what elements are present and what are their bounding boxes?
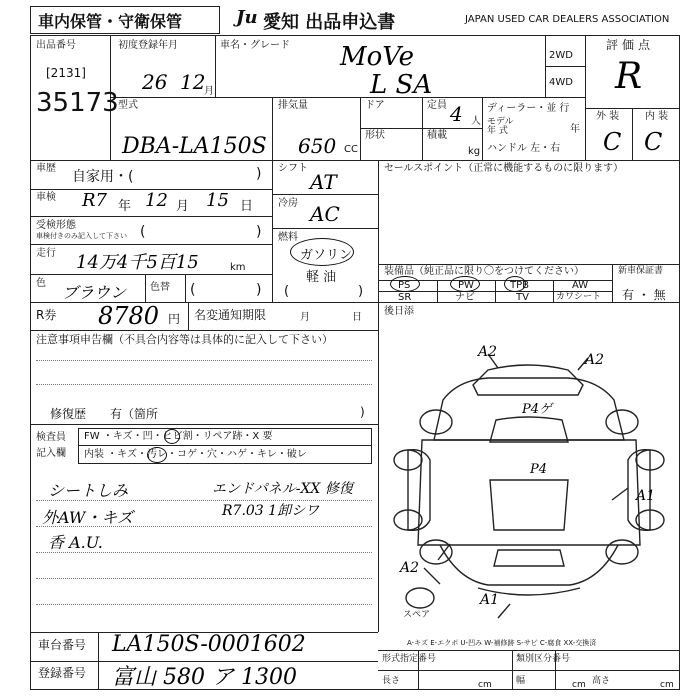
equipment-ps: PS <box>398 280 411 291</box>
vehicle-grade: L SA <box>370 70 433 100</box>
class-label: 類別区分番号 <box>516 654 571 664</box>
model-year-label: モデル 年 式 <box>487 117 514 136</box>
color-value: ブラウン <box>62 283 127 302</box>
fuel-open: ( <box>284 284 290 299</box>
displacement-value: 650 <box>298 134 337 158</box>
vehicle-name: MoVe <box>340 42 415 72</box>
registration-month-unit: 月 <box>204 86 214 97</box>
mileage-label: 走行 <box>36 248 56 259</box>
capacity-unit: 人 <box>471 116 481 127</box>
width-label: 幅 <box>516 676 526 686</box>
length-unit: cm <box>478 680 492 690</box>
registration-label: 初度登録年月 <box>118 40 178 51</box>
handle-label: ハンドル 左・右 <box>487 143 561 154</box>
chassis-number: LA150S-0001602 <box>112 632 306 657</box>
damage-mark-front-right: A2 <box>585 352 605 368</box>
form-title-en: JAPAN USED CAR DEALERS ASSOCIATION <box>465 14 670 25</box>
inspector-label-1: 検査員 <box>36 432 66 443</box>
damage-mark-right-side: A1 <box>636 488 656 504</box>
damage-mark-roof-2: P4 <box>530 462 548 477</box>
notes-header: 注意事項申告欄（不具合内容等は具体的に記入して下さい） <box>36 333 333 346</box>
listing-number: 35173 <box>36 88 119 118</box>
color-open: ( <box>190 282 196 298</box>
storage-label: 車内保管・守衛保管 <box>38 12 183 31</box>
inspection-month-unit: 月 <box>176 199 190 214</box>
r-ticket-value: 8780 <box>98 302 160 330</box>
receipt-close: ) <box>256 224 262 240</box>
equipment-label: 装備品（純正品に限り〇をつけてください） <box>384 266 584 277</box>
r-ticket-unit: 円 <box>168 312 181 326</box>
form-title: 愛知 出品申込書 <box>263 12 396 33</box>
exterior-grade: C <box>603 128 622 156</box>
model-label: 型式 <box>118 100 138 111</box>
equipment-aw: AW <box>572 280 589 291</box>
fuel-diesel: 軽 油 <box>306 270 337 285</box>
shape-label: 形状 <box>365 130 385 141</box>
receipt-open: ( <box>140 224 146 240</box>
registration-year: 26 <box>142 70 168 94</box>
length-label: 長さ <box>382 676 401 686</box>
vehicle-model: DBA-LA150S <box>122 134 267 159</box>
ju-logo: Ju <box>236 7 258 28</box>
model-year-unit: 年 <box>570 124 580 135</box>
rating-label: 評価点 <box>606 38 655 52</box>
repair-history-close: ) <box>360 405 365 419</box>
inspector-label-2: 記入欄 <box>36 448 66 459</box>
inspection-day: 15 <box>206 190 229 211</box>
exterior-label: 外 装 <box>596 111 620 122</box>
equipment-pw: PW <box>458 280 474 291</box>
height-label: 高さ <box>592 676 611 686</box>
height-unit: cm <box>660 680 674 690</box>
repair-history: 修復歴 有（箇所 <box>50 407 159 421</box>
chassis-label: 車台番号 <box>38 638 87 652</box>
name-change-day: 日 <box>352 312 362 323</box>
sales-point-label: セールスポイント（正常に機能するものに限ります） <box>384 163 624 174</box>
inspection-year-unit: 年 <box>118 199 132 214</box>
capacity-value: 4 <box>450 102 463 126</box>
vehicle-name-label: 車名・グレード <box>220 40 290 51</box>
drive-4wd: 4WD <box>549 77 573 88</box>
displacement-label: 排気量 <box>278 100 308 111</box>
load-unit: kg <box>468 146 481 157</box>
inspector-fw-row: FW ・キズ・凹・ヒビ割・リペア跡・X 要 <box>84 431 273 442</box>
shift-value: AT <box>310 170 337 194</box>
damage-map-title: 後日添 <box>384 306 414 317</box>
plate-label: 登録番号 <box>38 666 87 680</box>
model-cert-label: 形式指定番号 <box>382 654 437 664</box>
spare-label: スペア <box>403 610 431 620</box>
rating-score: R <box>615 56 643 97</box>
plate-number: 富山 580 ア 1300 <box>112 665 297 690</box>
mileage-value: 14万4千5百15 <box>76 252 199 273</box>
mileage-unit: km <box>230 262 246 273</box>
displacement-unit: CC <box>344 144 358 155</box>
inspection-day-unit: 日 <box>240 199 254 214</box>
registration-month: 12 <box>180 70 206 94</box>
fuel-close: ) <box>358 284 364 299</box>
damage-mark-front-left: A2 <box>478 344 498 360</box>
history-close: ) <box>256 166 262 182</box>
interior-grade: C <box>644 128 663 156</box>
fuel-label: 燃料 <box>278 232 298 243</box>
inspection-month: 12 <box>145 190 168 211</box>
shift-label: シフト <box>278 163 308 174</box>
equipment-sr: SR <box>398 292 412 303</box>
listing-sub-number: [2131] <box>46 66 86 80</box>
damage-mark-rear-left: A2 <box>400 560 420 576</box>
interior-label: 内 装 <box>645 111 669 122</box>
capacity-label: 定員 <box>427 100 447 111</box>
inspection-label: 車検 <box>36 192 56 203</box>
r-ticket-label: R券 <box>36 308 57 322</box>
name-change-label: 名変通知期限 <box>194 308 267 322</box>
warranty-options: 有 ・ 無 <box>622 288 666 302</box>
width-unit: cm <box>572 680 586 690</box>
dent-circle <box>164 429 180 444</box>
equipment-seat: カワシート <box>556 292 602 302</box>
note-end-panel: エンドパネル-XX 修復 <box>212 481 353 497</box>
ps-circle <box>390 276 420 292</box>
repaint-label: 色替 <box>150 282 170 293</box>
damage-mark-rear: A1 <box>480 592 500 608</box>
warranty-label: 新車保証書 <box>618 266 664 276</box>
ac-label: 冷房 <box>278 198 298 209</box>
equipment-tpb: TPB <box>510 280 529 291</box>
note-scent: 香 A.U. <box>48 533 103 552</box>
name-change-month: 月 <box>300 312 310 323</box>
fuel-gasoline-circle <box>290 238 354 266</box>
listing-number-label: 出品番号 <box>36 40 76 51</box>
ac-value: AC <box>310 202 340 226</box>
fuel-gasoline: ガソリン <box>300 248 353 263</box>
receipt-label: 受検形態 <box>36 220 76 231</box>
color-label: 色 <box>36 278 46 289</box>
note-r703: R7.03 1卸シワ <box>222 503 320 519</box>
history-label: 車歴 <box>36 163 56 174</box>
receipt-note: 車検付きのみ記入して下さい <box>36 232 127 240</box>
inspection-era: R7 <box>82 190 108 211</box>
equipment-navi: ナビ <box>455 292 475 303</box>
color-close: ) <box>256 282 262 298</box>
inspector-interior-row: 内装 ・キズ・汚レ・コゲ・穴・ハゲ・キレ・破レ <box>84 449 307 460</box>
note-seat-stain: シートしみ <box>48 481 129 500</box>
dealer-label: ディーラー・並 行 <box>487 103 570 114</box>
tpb-circle <box>504 276 526 292</box>
stain-circle <box>147 447 167 463</box>
history-value: 自家用・( <box>72 169 134 185</box>
equipment-tv: TV <box>516 292 529 303</box>
damage-legend: A-キズ E-エクボ U-凹み W-補修跡 S-サビ C-腐食 XX-交換済 <box>407 639 597 647</box>
damage-mark-roof-1: P4ゲ <box>522 402 553 417</box>
drive-2wd: 2WD <box>549 50 573 61</box>
note-aw-scratch: 外AW・キズ <box>42 508 134 527</box>
door-label: ドア <box>365 100 385 111</box>
load-label: 積載 <box>427 130 447 141</box>
car-diagram <box>378 330 680 630</box>
pw-circle <box>450 276 480 292</box>
